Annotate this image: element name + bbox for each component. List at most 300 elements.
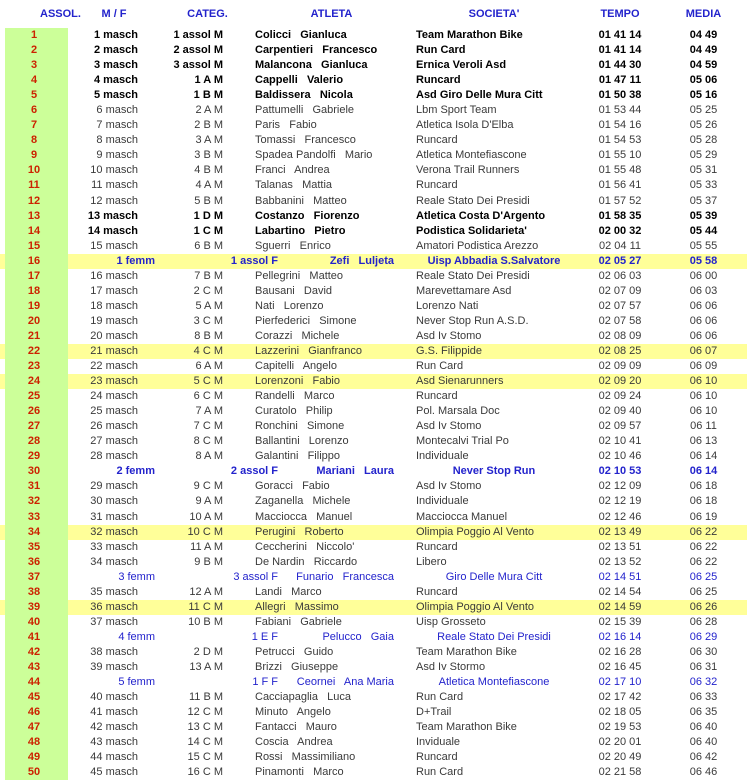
category-cell: 12 C M [187,706,223,719]
pace-cell: 06 13 [689,435,718,448]
gender-rank-cell: 7 masch [96,119,138,132]
time-cell: 02 14 51 [598,570,642,583]
position-cell: 1 [0,28,68,43]
pace-cell: 06 32 [689,676,718,689]
category-cell: 7 A M [195,405,223,418]
pace-cell: 06 40 [689,721,718,734]
athlete-name-cell: Petrucci Guido [255,645,334,658]
position-cell: 11 [0,178,68,193]
time-cell: 02 09 40 [598,405,642,418]
gender-rank-cell: 6 masch [96,104,138,117]
category-cell: 1 F F [252,676,278,689]
gender-rank-cell: 41 masch [90,706,138,719]
position-cell: 6 [0,103,68,118]
team-cell: Verona Trail Runners [416,164,520,177]
time-cell: 02 12 09 [598,480,642,493]
team-cell: Inviduale [416,736,461,749]
team-cell: Giro Delle Mura Citt [445,570,543,583]
athlete-name-cell: Minuto Angelo [255,706,331,719]
table-row [0,329,747,344]
team-cell: Reale Stato Dei Presidi [437,630,551,643]
gender-rank-cell: 18 masch [90,299,138,312]
team-cell: Runcard [416,751,458,764]
pace-cell: 05 16 [689,89,718,102]
table-row [0,735,747,750]
team-cell: Uisp Grosseto [416,615,486,628]
gender-rank-cell: 40 masch [90,691,138,704]
time-cell: 02 13 51 [598,540,642,553]
position-cell: 10 [0,163,68,178]
time-cell: 01 58 35 [598,209,642,222]
team-cell: Reale Stato Dei Presidi [416,194,530,207]
gender-rank-cell: 25 masch [90,405,138,418]
position-cell: 33 [0,510,68,525]
time-cell: 02 13 49 [598,525,642,538]
table-row [0,284,747,299]
time-cell: 01 57 52 [598,194,642,207]
position-cell: 37 [0,570,68,585]
pace-cell: 05 33 [689,179,718,192]
team-cell: Lorenzo Nati [416,299,479,312]
team-cell: Team Marathon Bike [416,721,517,734]
athlete-name-cell: Corazzi Michele [255,329,340,342]
time-cell: 01 44 30 [598,59,642,72]
team-cell: Never Stop Run A.S.D. [416,314,529,327]
pace-cell: 04 49 [689,29,718,41]
pace-cell: 05 44 [689,224,718,237]
athlete-name-cell: Pattumelli Gabriele [255,104,355,117]
pace-cell: 06 33 [689,691,718,704]
pace-cell: 06 18 [689,480,718,493]
athlete-name-cell: Spadea Pandolfi Mario [255,149,373,162]
time-cell: 02 09 20 [598,375,642,388]
category-cell: 1 assol F [230,254,278,267]
pace-cell: 06 19 [689,510,718,523]
pace-cell: 06 30 [689,645,718,658]
position-cell: 25 [0,389,68,404]
position-cell: 15 [0,239,68,254]
gender-rank-cell: 1 femm [116,254,155,267]
time-cell: 02 12 19 [598,495,642,508]
team-cell: Atletica Montefiascone [438,676,550,689]
table-row [0,449,747,464]
time-cell: 02 13 52 [598,555,642,568]
position-cell: 5 [0,88,68,103]
gender-rank-cell: 17 masch [90,284,138,297]
gender-rank-cell: 5 femm [118,676,155,689]
team-cell: Montecalvi Trial Po [416,435,509,448]
athlete-name-cell: Baldissera Nicola [255,89,353,102]
team-cell: Run Card [416,44,466,57]
position-cell: 16 [0,254,68,269]
gender-rank-cell: 32 masch [90,525,138,538]
pace-cell: 05 37 [689,194,718,207]
time-cell: 01 41 14 [598,44,642,57]
category-cell: 8 B M [194,329,223,342]
position-cell: 20 [0,314,68,329]
pace-cell: 06 09 [689,360,718,373]
time-cell: 02 19 53 [598,721,642,734]
pace-cell: 05 26 [689,119,718,132]
category-cell: 7 C M [193,420,223,433]
position-cell: 24 [0,374,68,389]
category-cell: 3 assol M [173,59,223,72]
athlete-name-cell: Mariani Laura [316,465,394,478]
pace-cell: 06 40 [689,736,718,749]
header-gender-rank: M / F [101,8,127,20]
gender-rank-cell: 10 masch [90,164,138,177]
position-cell: 9 [0,148,68,163]
category-cell: 8 C M [193,435,223,448]
team-cell: Runcard [416,179,458,192]
position-cell: 48 [0,735,68,750]
team-cell: Amatori Podistica Arezzo [416,239,539,252]
table-row [0,239,747,254]
category-cell: 2 B M [194,119,223,132]
pace-cell: 05 31 [689,164,718,177]
category-cell: 16 C M [187,766,223,779]
category-cell: 2 C M [193,284,223,297]
table-row [0,359,747,374]
team-cell: Run Card [416,360,464,373]
team-cell: Runcard [416,390,458,403]
pace-cell: 04 59 [689,59,718,72]
table-row [0,178,747,193]
table-row [0,404,747,419]
results-rows [0,28,747,780]
athlete-name-cell: Tomassi Francesco [255,134,356,147]
time-cell: 01 53 44 [598,104,642,117]
gender-rank-cell: 13 masch [87,209,138,222]
athlete-name-cell: Costanzo Fiorenzo [255,209,360,222]
position-cell: 34 [0,525,68,540]
gender-rank-cell: 21 masch [90,344,138,357]
pace-cell: 05 06 [689,74,718,87]
time-cell: 02 05 27 [598,254,642,267]
category-cell: 6 A M [195,360,223,373]
time-cell: 01 55 48 [598,164,642,177]
time-cell: 01 47 11 [598,74,642,87]
category-cell: 1 B M [193,89,223,102]
time-cell: 02 17 42 [598,691,642,704]
pace-cell: 06 14 [689,465,718,478]
pace-cell: 04 49 [689,44,718,57]
header-pace: MEDIA [685,8,722,20]
position-cell: 31 [0,479,68,494]
category-cell: 5 C M [193,375,223,388]
position-cell: 13 [0,209,68,224]
time-cell: 01 56 41 [598,179,642,192]
gender-rank-cell: 3 masch [93,59,138,72]
position-cell: 19 [0,299,68,314]
category-cell: 1 C M [193,224,223,237]
gender-rank-cell: 2 masch [93,44,138,57]
team-cell: Team Marathon Bike [416,645,517,658]
category-cell: 2 assol F [230,465,278,478]
category-cell: 2 assol M [173,44,223,57]
athlete-name-cell: Ceccherini Niccolo' [255,540,355,553]
table-row [0,690,747,705]
athlete-name-cell: Ceornei Ana Maria [296,676,394,689]
position-cell: 22 [0,344,68,359]
time-cell: 02 20 01 [598,736,642,749]
time-cell: 02 10 41 [598,435,642,448]
table-row [0,419,747,434]
pace-cell: 06 00 [689,269,718,282]
time-cell: 02 14 59 [598,600,642,613]
pace-cell: 06 06 [689,299,718,312]
team-cell: Asd Giro Delle Mura Citt [416,89,543,102]
time-cell: 02 07 09 [598,284,642,297]
athlete-name-cell: Goracci Fabio [255,480,330,493]
athlete-name-cell: Colicci Gianluca [255,29,347,41]
table-row [0,434,747,449]
category-cell: 10 B M [188,615,223,628]
table-row [0,675,747,690]
position-cell: 4 [0,73,68,88]
gender-rank-cell: 4 masch [93,74,138,87]
time-cell: 02 18 05 [598,706,642,719]
position-cell: 32 [0,494,68,509]
team-cell: Ernica Veroli Asd [416,59,507,72]
team-cell: Olimpia Poggio Al Vento [416,525,535,538]
table-row [0,209,747,224]
table-row [0,224,747,239]
table-row [0,148,747,163]
position-cell: 3 [0,58,68,73]
athlete-name-cell: Curatolo Philip [255,405,333,418]
table-row [0,73,747,88]
time-cell: 02 07 57 [598,299,642,312]
gender-rank-cell: 15 masch [90,239,138,252]
category-cell: 13 C M [187,721,223,734]
gender-rank-cell: 44 masch [90,751,138,764]
table-row [0,570,747,585]
athlete-name-cell: Fabiani Gabriele [255,615,342,628]
category-cell: 14 C M [187,736,223,749]
team-cell: Asd Iv Stomo [416,480,482,493]
position-cell: 49 [0,750,68,765]
team-cell: G.S. Filippide [416,344,483,357]
time-cell: 02 12 46 [598,510,642,523]
athlete-name-cell: Malancona Gianluca [255,59,368,72]
position-cell: 50 [0,765,68,780]
gender-rank-cell: 5 masch [93,89,138,102]
position-cell: 27 [0,419,68,434]
gender-rank-cell: 33 masch [90,540,138,553]
athlete-name-cell: Bausani David [255,284,333,297]
table-row [0,660,747,675]
gender-rank-cell: 31 masch [90,510,138,523]
category-cell: 4 B M [194,164,223,177]
position-cell: 29 [0,449,68,464]
gender-rank-cell: 8 masch [96,134,138,147]
team-cell: Runcard [416,134,458,147]
athlete-name-cell: Ronchini Simone [255,420,345,433]
pace-cell: 06 11 [690,420,717,433]
team-cell: Libero [416,555,447,568]
athlete-name-cell: Landi Marco [255,585,322,598]
team-cell: Olimpia Poggio Al Vento [416,600,535,613]
athlete-name-cell: Coscia Andrea [255,736,333,749]
athlete-name-cell: Talanas Mattia [255,179,333,192]
athlete-name-cell: Carpentieri Francesco [255,44,378,57]
team-cell: Reale Stato Dei Presidi [416,269,530,282]
gender-rank-cell: 43 masch [90,736,138,749]
position-cell: 28 [0,434,68,449]
pace-cell: 06 22 [689,555,718,568]
header-athlete: ATLETA [310,8,353,20]
team-cell: Macciocca Manuel [416,510,508,523]
time-cell: 02 09 57 [598,420,642,433]
team-cell: Runcard [416,585,458,598]
athlete-name-cell: Lazzerini Gianfranco [255,344,362,357]
table-row [0,103,747,118]
athlete-name-cell: Franci Andrea [255,164,330,177]
team-cell: Asd Sienarunners [416,375,504,388]
table-row [0,525,747,540]
time-cell: 01 55 10 [598,149,642,162]
table-row [0,374,747,389]
time-cell: 02 16 45 [598,660,642,673]
table-row [0,88,747,103]
gender-rank-cell: 36 masch [90,600,138,613]
position-cell: 17 [0,269,68,284]
table-row [0,720,747,735]
header-team: SOCIETA' [468,8,520,20]
athlete-name-cell: Randelli Marco [255,390,335,403]
table-row [0,555,747,570]
time-cell: 02 17 10 [598,676,642,689]
pace-cell: 06 26 [689,600,718,613]
gender-rank-cell: 4 femm [118,630,155,643]
athlete-name-cell: Sguerri Enrico [255,239,331,252]
team-cell: Runcard [416,74,461,87]
position-cell: 46 [0,705,68,720]
header-overall-rank: ASSOL. [40,8,81,20]
team-cell: Pol. Marsala Doc [416,405,500,418]
table-header-row [0,0,747,28]
athlete-name-cell: Pelucco Gaia [322,630,394,643]
table-row [0,43,747,58]
category-cell: 3 A M [195,134,223,147]
pace-cell: 06 03 [689,284,718,297]
category-cell: 1 A M [194,74,223,87]
pace-cell: 06 25 [689,570,718,583]
gender-rank-cell: 23 masch [90,375,138,388]
athlete-name-cell: Zaganella Michele [255,495,351,508]
team-cell: Marevettamare Asd [416,284,512,297]
position-cell: 2 [0,43,68,58]
position-cell: 38 [0,585,68,600]
gender-rank-cell: 34 masch [90,555,138,568]
athlete-name-cell: Pinamonti Marco [255,766,344,779]
category-cell: 7 B M [194,269,223,282]
position-cell: 23 [0,359,68,374]
team-cell: Lbm Sport Team [416,104,497,117]
pace-cell: 06 06 [689,329,718,342]
position-cell: 39 [0,600,68,615]
gender-rank-cell: 39 masch [90,660,138,673]
time-cell: 01 41 14 [598,29,642,41]
gender-rank-cell: 11 masch [91,179,138,192]
pace-cell: 06 28 [689,615,718,628]
table-row [0,600,747,615]
team-cell: Asd Iv Stomo [416,420,482,433]
time-cell: 02 06 03 [598,269,642,282]
team-cell: Team Marathon Bike [416,29,523,41]
time-cell: 02 21 58 [598,766,642,779]
position-cell: 21 [0,329,68,344]
time-cell: 02 10 53 [598,465,642,478]
pace-cell: 06 10 [689,390,718,403]
gender-rank-cell: 38 masch [90,645,138,658]
athlete-name-cell: Babbanini Matteo [255,194,347,207]
position-cell: 47 [0,720,68,735]
athlete-name-cell: De Nardin Riccardo [255,555,358,568]
time-cell: 02 00 32 [598,224,642,237]
position-cell: 12 [0,194,68,209]
category-cell: 2 D M [193,645,223,658]
team-cell: Runcard [416,540,458,553]
table-row [0,510,747,525]
category-cell: 9 B M [194,555,223,568]
position-cell: 35 [0,540,68,555]
athlete-name-cell: Fantacci Mauro [255,721,337,734]
team-cell: Never Stop Run [452,465,536,478]
table-row [0,765,747,780]
gender-rank-cell: 30 masch [90,495,138,508]
table-row [0,58,747,73]
category-cell: 10 C M [187,525,223,538]
position-cell: 45 [0,690,68,705]
pace-cell: 06 07 [689,344,718,357]
pace-cell: 06 10 [689,375,718,388]
gender-rank-cell: 2 femm [116,465,155,478]
team-cell: Podistica Solidarieta' [416,224,527,237]
category-cell: 1 E F [251,630,278,643]
position-cell: 42 [0,645,68,660]
gender-rank-cell: 42 masch [90,721,138,734]
category-cell: 10 A M [189,510,223,523]
table-row [0,585,747,600]
team-cell: Uisp Abbadia S.Salvatore [427,254,561,267]
athlete-name-cell: Zefi Luljeta [329,254,394,267]
category-cell: 3 assol F [233,570,278,583]
time-cell: 02 15 39 [598,615,642,628]
pace-cell: 06 35 [689,706,718,719]
athlete-name-cell: Cacciapaglia Luca [255,691,352,704]
gender-rank-cell: 20 masch [90,329,138,342]
team-cell: Asd Iv Stormo [416,660,486,673]
gender-rank-cell: 14 masch [87,224,138,237]
athlete-name-cell: Pierfederici Simone [255,314,357,327]
athlete-name-cell: Lorenzoni Fabio [255,375,340,388]
pace-cell: 06 46 [689,766,718,779]
category-cell: 1 D M [193,209,223,222]
pace-cell: 05 25 [689,104,718,117]
gender-rank-cell: 26 masch [90,420,138,433]
team-cell: Asd Iv Stomo [416,329,482,342]
athlete-name-cell: Allegri Massimo [255,600,339,613]
position-cell: 36 [0,555,68,570]
table-row [0,299,747,314]
time-cell: 01 54 53 [598,134,642,147]
position-cell: 7 [0,118,68,133]
table-row [0,269,747,284]
category-cell: 3 C M [193,314,223,327]
table-row [0,118,747,133]
